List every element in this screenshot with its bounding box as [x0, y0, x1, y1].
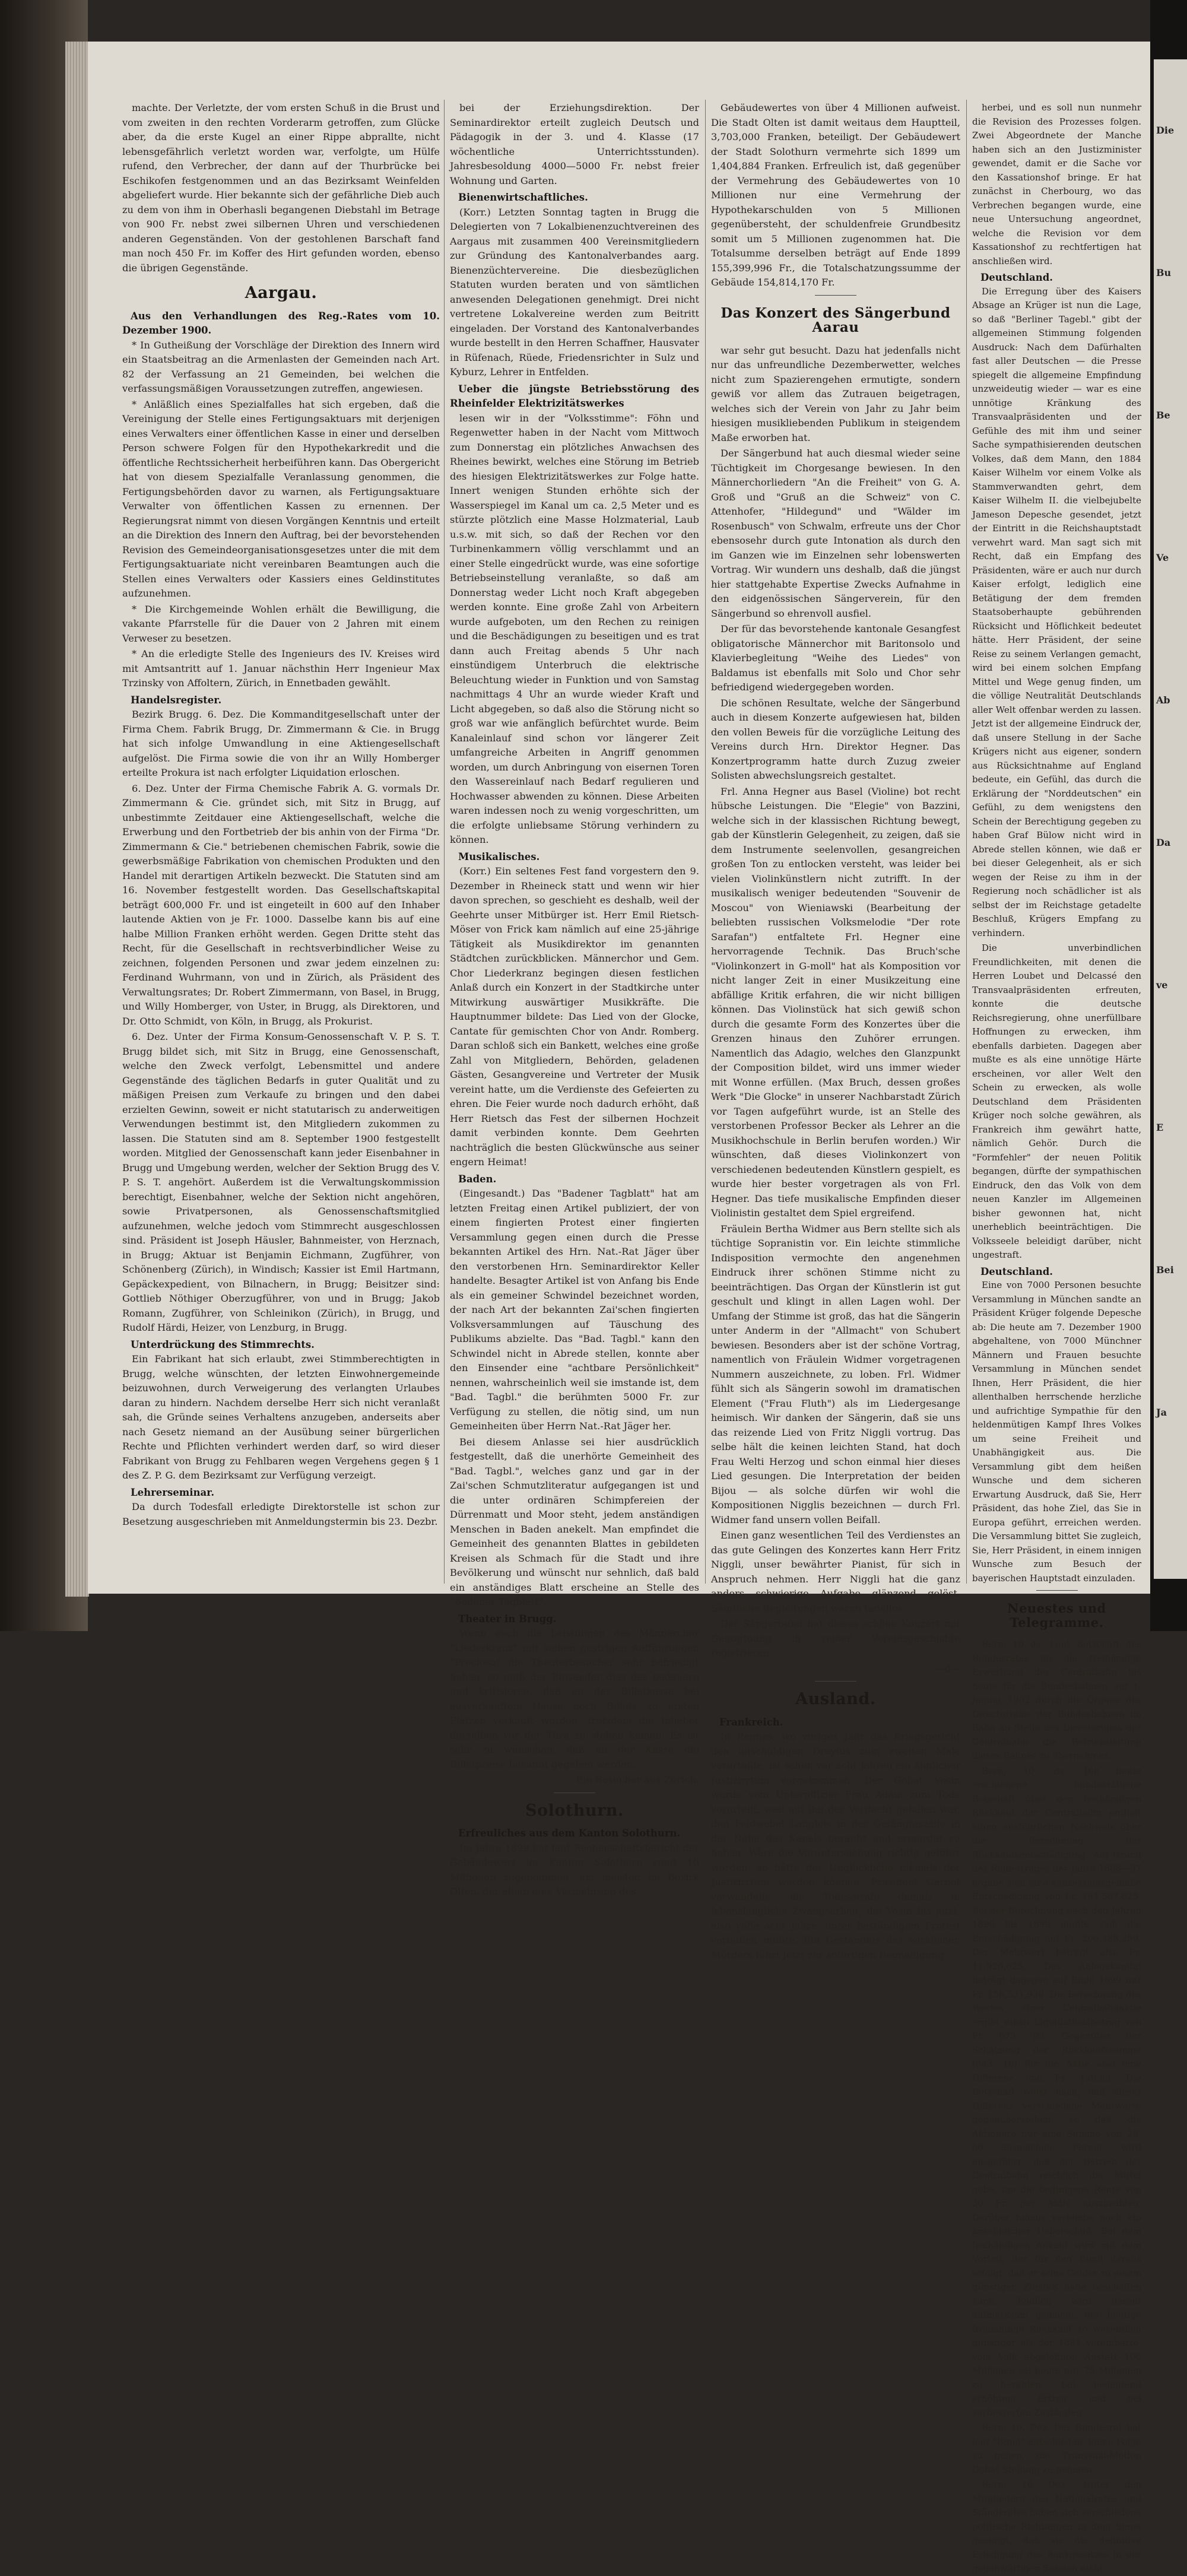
paragraph: lesen wir in der "Volksstimme": Föhn und Regenwetter haben in der Nacht vom Mittwoch zum Donnerstag ein plötzliches Anwachsen des Rheines bewirkt, welches eine Störung im Betrieb des hiesigen Elektrizitätswerkes zur Folge hatte. Innert wenigen Stunden erhöhte sich der Wasserspiegel im Kanal um ca. 2,5 Meter und es stürzte plötzlich eine Masse Holzmaterial, Laub u.s.w. mit sich, so daß der Rechen vor den Turbinenkammern völlig verschlammt und an einer Stelle eingedrückt wurde, was eine sofortige Betriebseinstellung veranlaßte, so daß am Donnerstag weder Licht noch Kraft abgegeben werden konnte. Eine große Zahl von Arbeitern wurde aufgeboten, um den Rechen zu reinigen und die Beschädigungen zu beseitigen und es trat dann auch Freitag abends 5 Uhr nach einstündigem Unterbruch die elektrische Beleuchtung wieder in Funktion und von Samstag nachmittags 4 Uhr an wurde wieder Kraft und Licht abgegeben, so daß also die Störung nicht so groß war wie anfänglich befürchtet wurde. Beim Kanaleinlauf sind schon vor längerer Zeit umfangreiche Arbeiten in Angriff genommen worden, um durch Anbringung von eisernen Toren den Wassereinlauf nach Bedarf regulieren und Hochwasser abwenden zu können. Diese Arbeiten waren indessen noch zu wenig vorgeschritten, um die erfolgte unliebsame Störung verhindern zu können. [450, 412, 699, 845]
subheading: Handelsregister. [131, 694, 222, 706]
paragraph: (Eingesandt.) Das "Badener Tagblatt" hat am letzten Freitag einen Artikel publiziert, der von einem fingierten Protest einer fingierten Versammlung gegen einen durch die Presse bekannten Artikel des Hrn. Nat.-Rat Jäger über den verstorbenen Hrn. Seminardirektor Keller handelte. Besagter Artikel ist von Anfang bis Ende als ein gemeiner Schwindel bezeichnet worden, der nach Art der bekannten Zai'schen fingierten Volksversammlungen auf Täuschung des Publikums abzielte. Das "Bad. Tagbl." kann den Schwindel nicht in Abrede stellen, konnte aber den Einsender eine "achtbare Persönlichkeit" nennen, wahrscheinlich weil sie imstande ist, dem "Bad. Tagbl." die berühmten 5000 Fr. zur Verfügung zu stellen, die nötig sind, um nun Gemeinheiten über Herrn Nat.-Rat Jäger her. [450, 1188, 699, 1432]
column-rule [705, 100, 706, 1584]
subheading: Theater in Brugg. [458, 1613, 557, 1625]
paragraph: * Die Kirchgemeinde Wohlen erhält die Bewilligung, die vakante Pfarrstelle für die Dauer von 2 Jahren mit einem Verweser zu besetzen. [122, 603, 440, 644]
fragment: ve [1156, 979, 1168, 991]
section-heading: Aargau. [245, 284, 318, 302]
fragment: Die [1156, 125, 1175, 136]
subheading: Deutschland. [980, 272, 1053, 283]
fragment: Da [1156, 837, 1171, 848]
column-rule [444, 100, 445, 1584]
fragment: Ja [1156, 1407, 1167, 1418]
section-heading: Das Konzert des Sängerbund Aarau [721, 304, 951, 335]
subheading: Deutschland. [980, 1265, 1053, 1277]
next-page-sliver [1154, 59, 1187, 1579]
separator [1036, 1590, 1078, 1591]
paragraph: herbei, und es soll nun nunmehr die Revision des Prozesses folgen. Zwei Abgeordnete der Manche haben sich an den Justizminister gewendet, damit er die Sache vor den Kassationshof bringe. Er hat zunächst in Cherbourg, wo das Verbrechen begangen wurde, eine neue Untersuchung angeordnet, welche die Revision vor dem Kassationshof zu rechtfertigen hat anschließen wird. [972, 102, 1141, 267]
paragraph: Bern, 10 Dez. Unter den Mitgliedern des Nationalrates und Ständerates haben sich verschiedene politische Richtungen in dem Sinne geeinigt, daß sie die definitive Erledigung des Bankgesetzes in der gegenwärtigen Session nicht [972, 2479, 1141, 2574]
fragment: E [1156, 1122, 1164, 1133]
paragraph: Bern, 10 ds. Laut Botschaft des Bundesrates an die freihändige Erwerbung der Centralbahn bis heute für die Bundesbahnen auf 1. Januar 1902 durch die Organe des Directoriums der Bundesbahnen im Bahn an Stelle des Directoriums der Centralbahn die Betriebsleitung dieses Bahnes zu übernehmen. [972, 1639, 1141, 1761]
paragraph: machte. Der Verletzte, der vom ersten Schuß in die Brust und vom zweiten in den rechten Vorderarm getroffen, zum Glücke aber, da die erste Kugel an einer Rippe abprallte, nicht lebensgefährlich verletzt worden war, verfolgte, um Hülfe rufend, den Verbrecher, der dann auf der Thurbrücke bei Eschikofen festgenommen und an das Bezirksamt Weinfelden abgeliefert wurde. Hier bekannte sich der gefährliche Dieb auch zu dem von ihm in Oberhasli begangenen Diebstahl im Betrage von 900 Fr. nebst zwei silbernen Uhren und verschiedenen anderen Gegenständen. Von der gestohlenen Barschaft fand man noch 450 Fr. im Koffer des Hirt gefunden worden, ebenso die übrigen Gegenstände. [122, 102, 440, 274]
fragment: Bei [1156, 1264, 1174, 1276]
paragraph: (Korr.) Ein seltenes Fest fand vorgestern den 9. Dezember in Rheineck statt und wenn wir hier davon sprechen, so geschieht es deshalb, weil der Geehrte unser Mitbürger ist. Herr Emil Rietsch-Möser von Frick kam nämlich auf eine 25-jährige Tätigkeit als Musikdirektor im genannten Städtchen zurückblicken. Männerchor und Gem. Chor Liederkranz begingen diesen festlichen Anlaß durch ein Konzert in der Stadtkirche unter Mitwirkung auswärtiger Musikkräfte. Die Hauptnummer bildete: Das Lied von der Glocke, Cantate für gemischten Chor von Andr. Romberg. Daran schloß sich ein Bankett, welches eine große Zahl von Mitgliedern, Behörden, geladenen Gästen, Gesangvereine und Vertreter der Musik vereint hatte, um die Verdienste des Gefeierten zu ehren. Die Feier wurde noch dadurch erhöht, daß Herr Rietsch das Fest der silbernen Hochzeit damit verbinden konnte. Dem Geehrten nachträglich die besten Glückwünsche aus seiner engern Heimat! [450, 865, 699, 1168]
subheading: Frankreich. [719, 1716, 783, 1728]
paragraph: Der für das bevorstehende kantonale Gesangfest obligatorische Männerchor mit Baritonsolo und Klavierbegleitung "Weihe des Liedes" von Baldamus ist ebenfalls mit Solo und Chor sehr befriedigend wiedergegeben worden. [711, 623, 960, 693]
page-edges [65, 42, 89, 1597]
signature: Ein Besucher aus Zürich. [576, 1774, 699, 1785]
paragraph: Frl. Anna Hegner aus Basel (Violine) bot recht hübsche Leistungen. Die "Elegie" von Bazzini, welche sich in der klassischen Richtung bewegt, gab der Künstlerin Gelegenheit, zu zeigen, daß sie dem Instrumente seelenvollen, gesangreichen großen Ton zu entlocken versteht, was leider bei vielen Violinkünstlern nicht zutrifft. In der musikalisch weniger bedeutenden "Souvenir de Moscou" von Wieniawski (Bearbeitung der beliebten russischen Volksmelodie "Der rote Sarafan") entfaltete Frl. Hegner eine hervorragende Technik. Das Bruch'sche "Violinkonzert in G-moll" hat als Komposition vor nicht langer Zeit in einer Musikzeitung eine abfällige Kritik erfahren, die wir nicht billigen können. Das Violinstück hat sich gewiß schon durch die gesamte Form des Konzertes über die Grenzen hinaus den Zuhörer errungen. Namentlich das Adagio, welches den Glanzpunkt der Composition bildet, wird uns immer wieder mit Wonne erfüllen. (Max Bruch, dessen großes Werk "Die Glocke" in unserer Nachbarstadt Zürich vor Tagen aufgeführt wurde, ist an Stelle des verstorbenen Professor Becker als Lehrer an die Musikhochschule in Berlin berufen worden.) Wir wünschten, daß dieses Violinkonzert von verschiedenen bedeutenden Künstlern gespielt, es wurde hier bester vorgetragen als von Frl. Hegner. Das tiefe musikalische Empfinden dieser Violinistin gestaltet dem Spiel ergreifend. [711, 785, 960, 1219]
paragraph: Der Sängerbund hat auch diesmal wieder seine Tüchtigkeit im Chorgesange bewiesen. In den Männerchorliedern "An die Freiheit" von G. A. Groß und "Gruß an die Schweiz" von C. Attenhofer, "Hildegund" und "Wälder im Rosenbusch" von Schwalm, erfreute uns der Chor ebensosehr durch gute Intonation als durch den im Ganzen wie im Einzelnen sehr lobenswerten Vortrag. Wir wundern uns deshalb, daß die jüngst hier stattgehabte Expertise Zwecks Aufnahme in den eidgenössischen Sängerverein, für den Sängerbund so ehrenvoll ausfiel. [711, 448, 960, 619]
paragraph: 6. Dez. Unter der Firma Chemische Fabrik A. G. vormals Dr. Zimmermann & Cie. gründet sich, mit Sitz in Brugg, auf unbestimmte Zeitdauer eine Aktiengesellschaft, welche die Erwerbung und den Fortbetrieb der bis anhin von der Firma "Dr. Zimmermann & Cie." betriebenen chemischen Fabrik, sowie die gewerbsmäßige Fabrikation von chemischen Produkten und den Handel mit derartigen Artikeln bezweckt. Die Statuten sind am 16. November festgestellt worden. Das Gesellschaftskapital beträgt 600,000 Fr. und ist eingeteilt in 600 auf den Inhaber lautende Aktien von je Fr. 1000. Dasselbe kann bis auf eine halbe Million Franken erhöht werden. Gegen Dritte steht das Recht, für die Gesellschaft in rechtsverbindlicher Weise zu zeichnen, folgenden Personen und zwar jedem einzelnen zu: Ferdinand Wuhrmann, von und in Zürich, als Präsident des Verwaltungsrates; Dr. Robert Zimmermann, von Basel, in Brugg, und Willy Homberger, von Uster, in Brugg, als Direktoren, und Dr. Otto Schmidt, von Köln, in Brugg, als Prokurist. [122, 782, 440, 1027]
paragraph: Fräulein Bertha Widmer aus Bern stellte sich als tüchtige Sopranistin vor. Ein leichte stimmliche Indisposition vermochte den angenehmen Eindruck ihrer schönen Stimme nicht zu beeinträchtigen. Das Organ der Künstlerin ist gut geschult und klingt in allen Lagen wohl. Der Umfang der Stimme ist groß, das hat die Sängerin unter Anderm in der "Allmacht" von Schubert bewiesen. Besonders aber ist der schöne Vortrag, namentlich von Fräulein Widmer vorgetragenen Nummern auszeichnete, zu loben. Frl. Widmer fühlt sich als Sängerin sowohl im dramatischen Element ("Frau Fluth") als im Liedergesange heimisch. Wir danken der Sängerin, daß sie uns das reizende Lied von Fritz Niggli vortrug. Das selbe hält die keinen leichten Stand, hat doch Frau Welti Herzog und schon einmal hier dieses Lied gesungen. Die Interpretation der beiden Bijou — als solche dürfen wir wohl die Kompositionen Nigglis bezeichnen — durch Frl. Widmer fand unsern vollen Beifall. [711, 1223, 960, 1525]
column-1 [122, 101, 440, 1582]
paragraph: Ein Fabrikant hat sich erlaubt, zwei Stimmberechtigten in Brugg, welche wünschten, der letzten Einwohnergemeinde beizuwohnen, durch Verweigerung des verlangten Urlaubes daran zu hindern. Nachdem derselbe Herr sich nicht veranlaßt sah, die Gründe seines Verhaltens anzugeben, anderseits aber nach Gesetz niemand an der Ausübung seiner bürgerlichen Rechte und Pflichten verhindert werden darf, so wird dieser Fabrikant von Brugg zu Fehlbaren wegen Vergehens gegen § 1 des Z. P. G. dem Bezirksamt zur Verfügung verzeigt. [122, 1353, 440, 1481]
subheading: Erfreuliches aus dem Kanton Solothurn. [458, 1828, 681, 1839]
section-heading: Solothurn. [525, 1801, 624, 1820]
paragraph: bei der Erziehungsdirektion. Der Seminardirektor erteilt zugleich Deutsch und Pädagogik in der 3. und 4. Klasse (17 wöchentliche Unterrichtsstunden). Jahresbesoldung 4000—5000 Fr. nebst freier Wohnung und Garten. [450, 102, 699, 186]
subheading: Unterdrückung des Stimmrechts. [131, 1338, 315, 1350]
subheading: Lehrerseminar. [131, 1486, 215, 1498]
paragraph: * Anläßlich eines Spezialfalles hat sich ergeben, daß die Vereinigung der Stelle eines Fertigungsaktuars mit derjenigen eines Verwalters einer öffentlichen Kasse in einer und derselben Person schwere Folgen für den Hypothekarkredit und die öffentliche Rechtssicherheit herbeiführen kann. Das Obergericht hat von diesem Spezialfalle Veranlassung genommen, die Fertigungsbehörden davor zu warnen, als Fertigungsaktuare Verwalter von öffentlichen Kassen zu ernennen. Der Regierungsrat nimmt von diesen Vorgängen Kenntnis und erteilt an die Direktion des Innern den Auftrag, bei der bevorstehenden Revision des Gemeindeorganisationsgesetzes unter die mit dem Fertigungsaktuariate nicht vereinbaren Beamtungen auch die Stellen eines Verwalters oder Kassiers eines Geldinstitutes aufzunehmen. [122, 398, 440, 599]
column-3 [711, 101, 960, 1960]
paragraph: Gebäudewertes von über 4 Millionen aufweist. Die Stadt Olten ist damit weitaus dem Hauptteil, 3,703,000 Franken, beteiligt. Der Gebäudewert der Stadt Solothurn vermehrte sich 1899 um 1,404,884 Franken. Erfreulich ist, daß gegenüber der Vermehrung des Gebäudewertes von 10 Millionen nur eine Vermehrung der Hypothekarschulden von 5 Millionen gegenübersteht, der schuldenfreie Grundbesitz somit um 5 Millionen zugenommen hat. Die Totalsumme derselben beträgt auf Ende 1899 155,399,996 Fr., die Totalschatzungssumme der Gebäude 154,814,170 Fr. [711, 102, 960, 288]
column-rule [966, 100, 967, 1584]
section-heading: Ausland. [795, 1690, 876, 1708]
signature: —d— [935, 1663, 960, 1674]
paragraph: In Rennes, wo voriges Jahr das Kriegsgericht den unschuldigen Dreyfus zum zweiten Male verurteilte, ist schon vor acht Jahren ein ähnlicher Justizirrtum vorgekommen. Der Gobat Vosin wurde vom Unteroffizier Frau Adam zum Tode verurteilt, weil auf ihn der Verdacht gefallen war, den Feldwebel Langlois in der Gefängniszelle in der Nähe des Kanals beraubt und ermordet zu haben. Wäre die Voruntersuchung richtig geführt worden, so hätte der Unglückliche niemals der Justizirrtum werden können. Präsident Carnot verwandelte die Todesstrafe damals in lebenslängliche Zwangsarbeit, die Vosin bis jetzt, also volle acht Jahre, unter beständigem Protest verbüßen mußte. Ein Geständnis des wirklichen Mörders führt jetzt zur sofortigen Begnadigung [711, 1731, 960, 1960]
subheading: Musikalisches. [458, 851, 540, 862]
paragraph: Bei diesem Anlasse sei hier ausdrücklich festgestellt, daß die unerhörte Gemeinheit des "Bad. Tagbl.", welches ganz und gar in der Zai'schen Schmutzliteratur aufgegangen ist und die unter ordinären Schimpfereien der Dürrenmatt und Moor steht, jedem anständigen Menschen in Baden anekelt. Man empfindet die Gemeinheit des genannten Blattes in gebildeten Kreisen als Schmach für die Stadt und ihre Bevölkerung und wünscht nur sehnlich, daß bald ein anständiges Blatt erscheine an Stelle des "Badener Tagblatt". [450, 1436, 699, 1607]
fragment: Bu [1156, 267, 1172, 278]
column-2 [450, 101, 699, 1897]
fragment: Ve [1156, 552, 1169, 563]
subheading: Bienenwirtschaftliches. [458, 192, 588, 203]
paragraph: Bern, 10. Dez. Der Bundesrat hat laut "Bund" entschieden, keine Folge zu geben, die Transvaal-Motion Gobat Stellung zu nehmen. [972, 2422, 1141, 2475]
paragraph: Die schönen Resultate, welche der Sängerbund auch in diesem Konzerte aufgewiesen hat, bilden den vollen Beweis für die vorzügliche Leitung des Vereins durch Hrn. Direktor Hegner. Das Konzertprogramm hatte durch Zuzug zweier Solisten abwechslungsreich gestaltet. [711, 697, 960, 781]
fragment: Ab [1156, 694, 1170, 706]
section-heading: Neuestes und Telegramme. [1007, 1601, 1106, 1630]
separator [815, 295, 856, 296]
paragraph: Die unverbindlichen Freundlichkeiten, mit denen die Herren Loubet und Delcassé den Transvaalpräsidenten erfreuten, konnte die deutsche Reichsregierung, ohne unerfüllbare Hoffnungen zu erwecken, ihm ebenfalls darbieten. Dagegen aber mußte es als eine unnötige Härte erscheinen, vor aller Welt den Schein zu erwecken, als wolle Deutschland dem Präsidenten Krüger noch solche gewähren, als Frankreich ihm gewährt hatte, nämlich Gehör. Durch die "Formfehler" der neuen Politik begangen, dürfte der sympathischen Eindruck, den das Volk von dem neuen Kanzler im Allgemeinen bisher gewonnen hat, nicht unerheblich beeinträchtigen. Die Volksseele beleidigt darüber, nicht ungestraft. [972, 943, 1141, 1260]
subheading: Aus den Verhandlungen des Reg.-Rates vom 10. Dezember 1900. [122, 310, 440, 336]
column-4 [972, 101, 1141, 2574]
paragraph: Eine von 7000 Personen besuchte Versammlung in München sandte an Präsident Krüger folgende Depesche ab: Die heute am 7. Dezember 1900 abgehaltene, von 7000 Münchner Männern und Frauen besuchte Versammlung in München sendet Ihnen, Herr Präsident, die hier allenthalben herrschende herzliche und aufrichtige Sympathie für den heldenmütigen Kampf Ihres Volkes um seine Freiheit und Unabhängigkeit aus. Die Versammlung gibt dem heißen Wunsche und dem sicheren Erwartung Ausdruck, daß Sie, Herr Präsident, das hohe Ziel, das Sie in Europa geführt, erreichen werden. Die Versammlung bittet Sie zugleich, Sie, Herr Präsident, in einem innigen Wunsche zum Besuch der bayerischen Hauptstadt einzuladen. [972, 1280, 1141, 1584]
paragraph: 6. Dez. Unter der Firma Konsum-Genossenschaft V. P. S. T. Brugg bildet sich, mit Sitz in Brugg, eine Genossenschaft, welche den Zweck verfolgt, Lebensmittel und andere Gegenstände des täglichen Bedarfs in guter Qualität und zu mäßigen Preisen zum Verkaufe zu bringen und den dabei erzielten Gewinn, soweit er nicht statutarisch zu anderweitigen Verwendungen bestimmt ist, den Mitgliedern zukommen zu lassen. Die Statuten sind am 8. September 1900 festgestellt worden. Mitglied der Genossenschaft kann jeder Eisenbahner in Brugg und Umgebung werden, welcher der Sektion Brugg des V. P. S. T. angehört. Außerdem ist die Verwaltungskommission berechtigt, Eisenbahner, welche der Sektion nicht angehören, sowie Privatpersonen, als Genossenschaftsmitglied aufzunehmen, welche jedoch vom Stimmrecht ausgeschlossen sind. Präsident ist Joseph Häusler, Bahnmeister, von Herznach, in Brugg; Aktuar ist Benjamin Eichmann, Zugführer, von Schönenberg (Zürich), in Windisch; Kassier ist Emil Hartmann, Gepäckexpedient, von Bilnachern, in Brugg; Beisitzer sind: Gottlieb Nöthiger Oberzugführer, von und in Brugg; Jakob Romann, Zugführer, von Schleinikon (Zürich), in Brugg, und Rudolf Härdi, Heizer, von Lenzburg, in Brugg. [122, 1031, 440, 1333]
paragraph: (Korr.) Letzten Sonntag tagten in Brugg die Delegierten von 7 Lokalbienenzuchtvereinen des Aargaus mit zusammen 400 Vereinsmitgliedern zur Gründung des Kantonalverbandes aarg. Bienenzüchtervereine. Die diesbezüglichen Statuten wurden beraten und von sämtlichen anwesenden Delegationen genehmigt. Drei nicht vertretene Lokalvereine werden zum Beitritt eingeladen. Der Vorstand des Kantonalverbandes wurde bestellt in den Herren Schaffner, Hausvater in Rüfenach, Rüede, Friedensrichter in Sulz und Kyburz, Lehrer in Entfelden. [450, 206, 699, 377]
paragraph: Bern, 10. ds. Die heute erschienene bundesrätliche Botschaft über den freihändigen Rückkauf der Centralbahn enthält einen ausführlichen Nachweis über die Berechnung der Rückkaufsentschädigung. Auf Grund des Reinertrages der Jahre 1888—97 ergäbe sich eine konzessionsgemäße Entschädigung von Fr. 194,567,625. Bei der Berechnung nach den Jahren 1890 bis 1899 mußte sich die Entschädigung auf Fr. 206,488,250. Der Mehrwert beträgt also Fr. 11,920,625. Das Anlagekapital beträgt dagegen auf Ende 1899 nur Fr. 158,331,939. Die Berechnung des Wertes einer Centralbahnaktie ergibt einen Liquidationsbetrag von Fr. 673. 09. Gegenüber der Schätzung der Rückkaufssumme (543. 10) für die Aktie also eine Differenz von Fr. 129.99. Die Botschaft weist nach, daß dieser Differenz verschiedene Mehrwerte gegenüberstehen, so daß die Aktionäre nur eine Summe von 28. 66 ausmachen. Ferner wird ausgeführt, daß der Betrieb der Centralbahn reichlich die Mittel gebe, um die bedungene Rente von 30 Fr. per Aktie auszuzahlen. Darüber hinaus verbleibe noch ein ansehnlicher Ueberschuß. Bei dem freihändigen Ankauf wird mit dem Vorteil, der für den Bund daraus erfolgt, daß er seine Gelder zu einem günstigen Zinsfuß habe beschaffen kann. Endlich wird darauf aufmerksam gemacht, der heutige freihändige Rückkauf so wesentlich günstiger als der 1891 vereinbarte, vom Volk abgelehnte. Anstatt 100 Millionen sei heute nur 75 Millionen zu bezahlen, bei bedeutend erhöhtem Ertrag und bei verbesserten Zuständen. [972, 1765, 1141, 2418]
paragraph: Der Sängerbund hat dieses schöne Konzert mit Genugtuung in seiner Vereinsgeschichte registrieren. [711, 1618, 960, 1658]
paragraph: Da durch Todesfall erledigte Direktorstelle ist schon zur Besetzung ausgeschrieben mit Anmeldungstermin bis 23. Dezbr. [122, 1501, 440, 1527]
paragraph: Im Jahre 1899 hat laut Rechenschaftsbericht der Gebäudewert im Kanton Solothurn rund 10 Millionen zugenommen, am meisten im Bezirk Olten, der allein eine Vermehrung des [450, 1842, 699, 1897]
paragraph: war sehr gut besucht. Dazu hat jedenfalls nicht nur das unfreundliche Dezemberwetter, welches nicht zum Spazierengehen ermutigte, sondern gewiß vor allem das Zutrauen beigetragen, welches sich der Verein von Jahr zu Jahr beim hiesigen musikliebenden Publikum in steigendem Maße erworben hat. [711, 344, 960, 443]
fragment: Be [1156, 410, 1170, 421]
paragraph: Die Erregung über des Kaisers Absage an Krüger ist nun die Lage, so daß "Berliner Tagebl." gibt der allgemeinen Stimmung folgenden Ausdruck: Nach dem Dafürhalten fast aller Deutschen — die Presse spiegelt die allgemeine Empfindung unzweideutig wieder — war es eine unnötige Kränkung des Transvaalpräsidenten und der Gefühle des mit ihm und seiner Sache sympathisierenden deutschen Volkes, daß dem Mann, den 1884 Kaiser Wilhelm vor einem Volke als Stammverwandten gehrt, dem Kaiser Wilhelm II. die vielbejubelte Jameson Depesche gesendet, jetzt der Eintritt in die Reichshauptstadt verwehrt ward. Man sagt sich mit Recht, daß ein Empfang des Präsidenten, wäre er auch nur durch Kaiser erfolgt, lediglich eine Betätigung der dem fremden Staatsoberhaupte gebührenden Rücksicht und Höflichkeit bedeutet hätte. Herr Präsident, der seine Reise zu seinem Verlangen gemacht, wird bei einem solchen Empfang Mittel und Wege genug finden, um die völlige Neutralität Deutschlands aller Welt offenbar werden zu lassen. Jetzt ist der allgemeine Eindruck der, daß unsere Stellung in der Sache Krügers nicht aus eigener, sondern aus Rücksichtnahme auf England bedeute, ein Gefühl, das durch die Erklärung der "Norddeutschen" ein Gefühl, zu dem wenigstens den Schein der Berechtigung gegeben zu haben Graf Bülow nicht wird in Abrede stellen können, wie daß er bei dieser Gelegenheit, als er sich wegen der Reise zu ihm in der Regierung noch schädlicher ist als selbst der im Reichstage getadelte Beschluß, Krügers Empfang zu verhindern. [972, 285, 1141, 938]
paragraph: Einen ganz wesentlichen Teil des Verdienstes an das gute Gelingen des Konzertes kann Herr Fritz Niggli, unser bewährter Pianist, für sich in Anspruch nehmen. Herr Niggli hat die ganz anders schwierige Aufgabe glänzend gelöst. Sämtliche Begleitungen waren tadellos. [711, 1530, 960, 1614]
subheading: Ueber die jüngste Betriebsstörung des Rheinfelder Elektrizitätswerkes [450, 383, 699, 409]
subheading: Baden. [458, 1173, 497, 1185]
separator [815, 1681, 856, 1682]
paragraph: * An die erledigte Stelle des Ingenieurs des IV. Kreises wird mit Amtsantritt auf 1. Januar nächsthin Herr Ingenieur Max Trzinsky von Affoltern, Zürich, in Ennetbaden gewählt. [122, 648, 440, 689]
paragraph: Wenn auch die Leistungen des Männerchor "Liederkranz" mit seinen gestrigen Aufführungen "Preciosa" die Theaterbesucher sehr befriedigt haben, so muß der Einsender dies des bedauern und kritisieren, daß an der Billetkasse bei ausverkauftem Hause noch Billets zu ersten Plätzen verkauft worden, trotzdem die Inhaber derselben vor der Türe zu stehen kamen. Es ist sehr zu wünschen, daß an der Kasse die Billetpreise bekannt gegeben werden. [450, 1628, 699, 1770]
newspaper-page [88, 42, 1150, 2574]
paragraph: Bezirk Brugg. 6. Dez. Die Kommanditgesellschaft unter der Firma Chem. Fabrik Brugg, Dr. Zimmermann & Cie. in Brugg hat sich infolge Umwandlung in eine Aktiengesellschaft aufgelöst. Die Firma sowie die von ihr an Willy Homberger erteilte Prokura ist nach erfolgter Liquidation erloschen. [122, 709, 440, 778]
paragraph: * In Gutheißung der Vorschläge der Direktion des Innern wird ein Staatsbeitrag an die Armenlasten der Gemeinden nach Art. 82 der Verfassung an 21 Gemeinden, bei welchen die verfassungsmäßigen Voraussetzungen zutreffen, angewiesen. [122, 339, 440, 394]
